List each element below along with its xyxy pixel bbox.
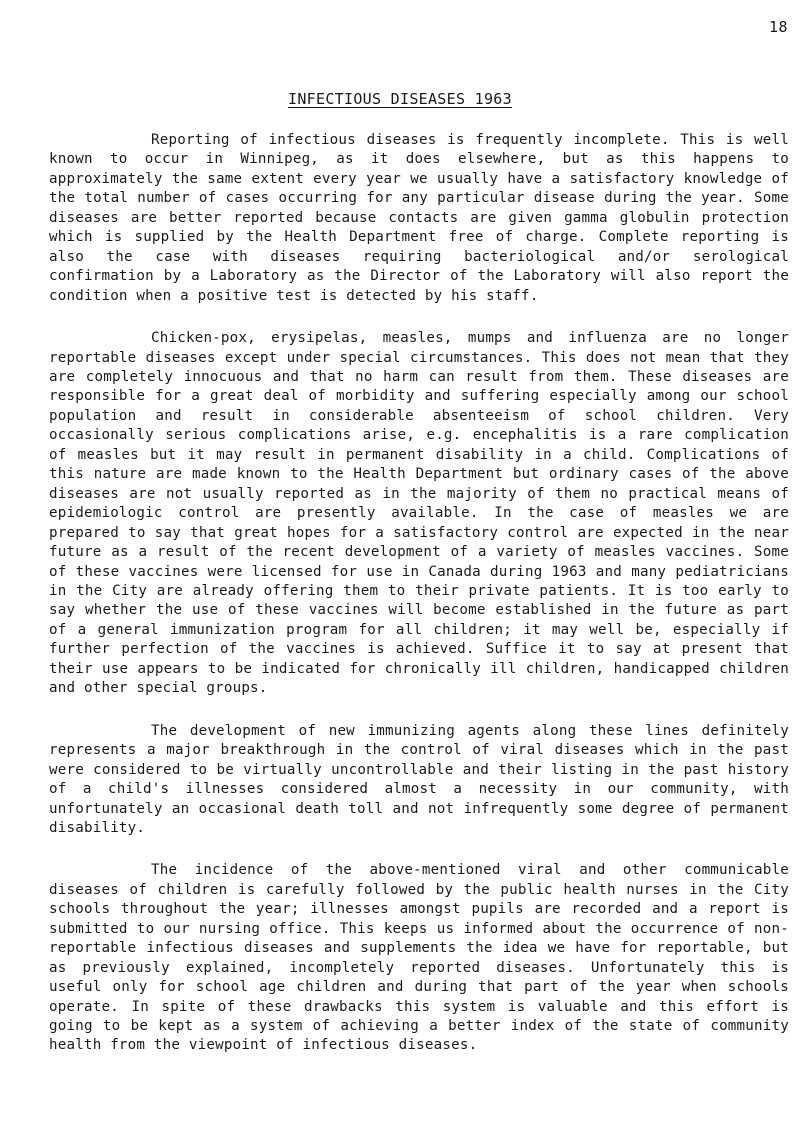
paragraph-non-reportable-diseases: Chicken-pox, erysipelas, measles, mumps and influenza are no longer reportable diseases except under special circumstances. This does not mean that they are completely innocuous and that no harm can result from them. These diseases are responsible for a great deal of morbidity and suffering especially among our school population and result in considerable absenteeism of school children. Very occasionally serious complications arise, e.g. encephalitis is a rare complication of measles but it may result in permanent disability in a child. Complications of this nature are made known to the Health Department but ordinary cases of the above diseases are not usually reported as in the majority of them no practical means of epidemiologic control are presently available. In the case of measles we are prepared to say that great hopes for a satisfactory control are expected in the near future as a result of the recent development of a variety of measles vaccines. Some of these vaccines were licensed for use in Canada during 1963 and many pediatricians in the City are already offering them to their private patients. It is too early to say whether the use of these vaccines will become established in the future as part of a general immunization program for all children; it may well be, especially if further perfection of the vaccines is achieved. Suffice it to say at present that their use appears to be indicated for chronically ill children, handicapped children and other special groups. [49, 330, 789, 697]
body-text [49, 131, 789, 1056]
paragraph-school-monitoring: The incidence of the above-mentioned viral and other communicable diseases of children is carefully followed by the public health nurses in the City schools throughout the year; illnesses amongst pupils are recorded and a report is submitted to our nursing office. This keeps us informed about the occurrence of non-reportable infectious diseases and supplements the idea we have for reportable, but as previously explained, incompletely reported diseases. Unfortunately this is useful only for school age children and during that part of the year when schools operate. In spite of these drawbacks this system is valuable and this effort is going to be kept as a system of achieving a better index of the state of community health from the viewpoint of infectious diseases. [49, 862, 789, 1054]
paragraph-reporting: Reporting of infectious diseases is frequently incomplete. This is well known to occur in Winnipeg, as it does elsewhere, but as this happens to approximately the same extent every year we usually have a satisfactory knowledge of the total number of cases occurring for any particular disease during the year. Some diseases are better reported because contacts are given gamma globulin protection which is supplied by the Health Department free of charge. Complete reporting is also the case with diseases requiring bacteriological and/or serological confirmation by a Laboratory as the Director of the Laboratory will also report the condition when a positive test is detected by his staff. [49, 132, 789, 304]
page-title: INFECTIOUS DISEASES 1963 [288, 90, 512, 108]
page-number: 18 [768, 18, 788, 36]
paragraph-immunizing-agents: The development of new immunizing agents along these lines definitely represents a major breakthrough in the control of viral diseases which in the past were considered to be virtually uncontrollable and their listing in the past history of a child's illnesses considered almost a necessity in our community, with unfortunately an occasional death toll and not infrequently some degree of permanent disability. [49, 722, 789, 836]
